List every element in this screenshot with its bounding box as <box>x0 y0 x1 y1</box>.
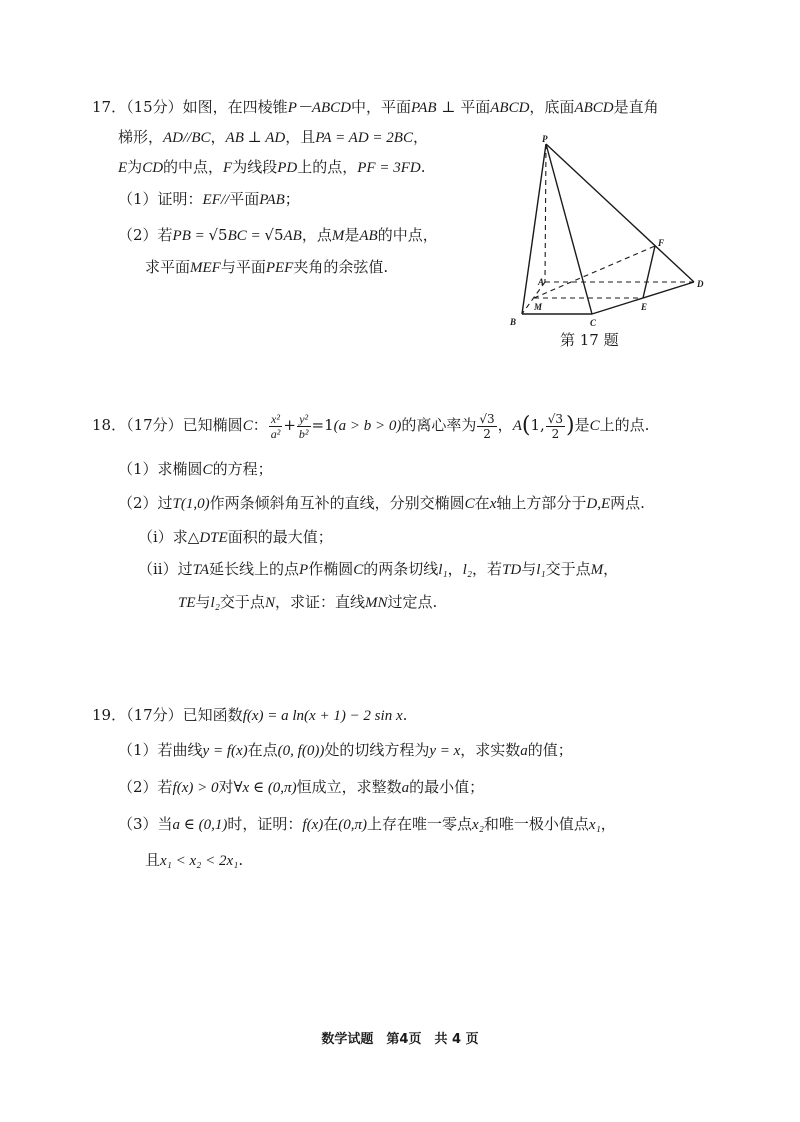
label-D: D <box>697 279 704 289</box>
q17-line-1: 17．（15分）如图，在四棱锥P－ABCD中，平面PAB ⊥ 平面ABCD，底面ABCD是直角 <box>92 98 659 116</box>
segment-MF <box>534 246 655 298</box>
q17-line-2: 梯形，AD//BC，AB ⊥ AD，且PA = AD = 2BC， <box>118 128 428 146</box>
q18-part-2-ii: （ii）过TA延长线上的点P作椭圆C的两条切线l₁，l₂，若TD与l₁交于点M， <box>138 560 619 578</box>
edge-PA <box>545 144 546 282</box>
figure-caption: 第 17 题 <box>560 331 619 349</box>
q17-part-2: （2）若PB = √5BC = √5AB，点M是AB的中点， <box>118 226 438 244</box>
q18-part-2: （2）过T(1,0)作两条倾斜角互补的直线，分别交椭圆C在x轴上方部分于D,E两点. <box>118 494 645 512</box>
frac-point-y: $\frac{√3}{2}$ <box>547 411 564 441</box>
label-B: B <box>510 317 517 327</box>
edge-PC <box>546 144 592 314</box>
page-footer: 数学试题 第4页 共 4 页 <box>321 1032 479 1047</box>
q19-part-1: （1）若曲线y = f(x)在点(0, f(0))处的切线方程为y = x，求实数a的值； <box>118 741 573 759</box>
segment-EF <box>643 246 655 298</box>
q18-line-1: 18．（17分）已知椭圆C： $\frac{\text{x²}}{\text{a²}}$ + $\frac{\text{y²}}{\text{b²}}$ =1(a > b > 0)的离心率为 $\frac{√3}{2}$ ，A(1, $\frac{√3}{2}$ )是C上的点. <box>92 411 650 441</box>
label-M: M <box>534 302 543 312</box>
q19-part-3-line-2: 且x₁ < x₂ < 2x₁. <box>145 851 244 869</box>
label-A: A <box>538 277 545 287</box>
edge-PB <box>522 144 546 314</box>
pyramid-figure <box>500 132 712 332</box>
q17-line-3: E为CD的中点，F为线段PD上的点，PF = 3FD. <box>118 158 426 176</box>
frac-y2-b2: $\frac{\text{y²}}{\text{b²}}$ <box>298 411 309 441</box>
label-P: P <box>542 134 548 144</box>
q18-part-2-i: （i）求△DTE面积的最大值； <box>138 528 333 546</box>
q18-part-1: （1）求椭圆C的方程； <box>118 460 273 478</box>
label-E: E <box>641 302 648 312</box>
label-C: C <box>590 318 597 328</box>
q17-part-1: （1）证明：EF//平面PAB； <box>118 190 300 208</box>
q18-part-2-ii-line-2: TE与l₂交于点N，求证：直线MN过定点. <box>178 593 438 611</box>
q19-part-3: （3）当a ∈ (0,1)时，证明：f(x)在(0,π)上存在唯一零点x₂和唯一极小值点x₁， <box>118 815 616 833</box>
frac-x2-a2: $\frac{\text{x²}}{\text{a²}}$ <box>270 411 281 441</box>
frac-eccentricity: $\frac{√3}{2}$ <box>479 411 495 441</box>
q19-part-2: （2）若f(x) > 0对∀x ∈ (0,π)恒成立，求整数a的最小值； <box>118 778 485 796</box>
label-F: F <box>658 238 665 248</box>
q17-part-2-line-2: 求平面MEF与平面PEF夹角的余弦值. <box>145 258 389 276</box>
q19-line-1: 19．（17分）已知函数f(x) = a ln(x + 1) − 2 sin x. <box>92 706 408 724</box>
